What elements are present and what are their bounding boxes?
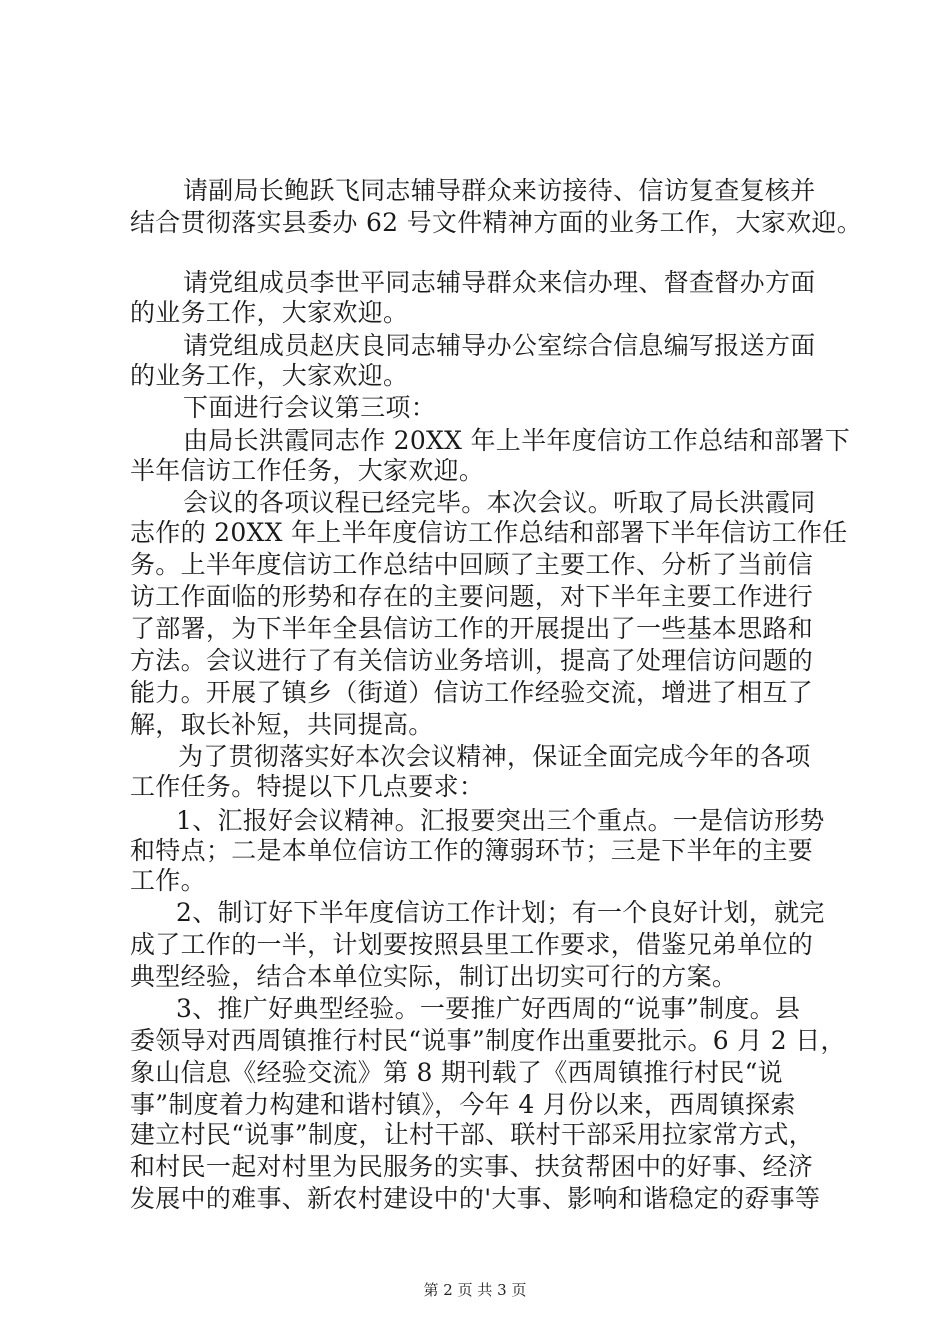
- text-line: 建立村民“说事”制度，让村干部、联村干部采用拉家常方式，: [130, 1120, 814, 1149]
- text-line: 工作任务。特提以下几点要求：: [130, 772, 485, 801]
- text-line: 下面进行会议第三项：: [183, 393, 437, 422]
- text-line: 发展中的难事、新农村建设中的'大事、影响和谐稳定的孬事等: [130, 1184, 821, 1213]
- text-line: 会议的各项议程已经完毕。本次会议。听取了局长洪霞同: [183, 488, 816, 517]
- text-line: 3、推广好典型经验。一要推广好西周的“说事”制度。县: [176, 994, 801, 1023]
- text-line: 访工作面临的形势和存在的主要问题，对下半年主要工作进行: [130, 582, 814, 611]
- text-line: 由局长洪霞同志作 20XX 年上半年度信访工作总结和部署下: [183, 426, 851, 455]
- text-line: 的业务工作，大家欢迎。: [130, 298, 409, 327]
- text-line: 委领导对西周镇推行村民“说事”制度作出重要批示。6 月 2 日，: [130, 1026, 846, 1055]
- text-line: 象山信息《经验交流》第 8 期刊载了《西周镇推行村民“说: [130, 1058, 783, 1087]
- text-line: 2、制订好下半年度信访工作计划；有一个良好计划，就完: [176, 898, 825, 927]
- text-line: 1、汇报好会议精神。汇报要突出三个重点。一是信访形势: [176, 806, 825, 835]
- text-line: 能力。开展了镇乡（街道）信访工作经验交流，增进了相互了: [130, 678, 814, 707]
- text-line: 和村民一起对村里为民服务的实事、扶贫帮困中的好事、经济: [130, 1152, 814, 1181]
- text-line: 和特点；二是本单位信访工作的簿弱环节；三是下半年的主要: [130, 836, 814, 865]
- text-line: 工作。: [130, 866, 206, 895]
- text-line: 结合贯彻落实县委办 62 号文件精神方面的业务工作，大家欢迎。: [130, 208, 863, 237]
- text-line: 请党组成员李世平同志辅导群众来信办理、督查督办方面: [183, 268, 816, 297]
- text-line: 为了贯彻落实好本次会议精神，保证全面完成今年的各项: [178, 742, 811, 771]
- text-line: 请党组成员赵庆良同志辅导办公室综合信息编写报送方面: [183, 331, 816, 360]
- text-line: 解，取长补短，共同提高。: [130, 710, 434, 739]
- text-line: 方法。会议进行了有关信访业务培训，提高了处理信访问题的: [130, 646, 814, 675]
- page-number-footer: 第 2 页 共 3 页: [423, 1281, 527, 1299]
- text-line: 半年信访工作任务，大家欢迎。: [130, 456, 485, 485]
- text-line: 务。上半年度信访工作总结中回顾了主要工作、分析了当前信: [130, 550, 814, 579]
- text-line: 成了工作的一半，计划要按照县里工作要求，借鉴兄弟单位的: [130, 930, 814, 959]
- text-line: 志作的 20XX 年上半年度信访工作总结和部署下半年信访工作任: [130, 518, 848, 547]
- text-line: 请副局长鲍跃飞同志辅导群众来访接待、信访复查复核并: [183, 176, 816, 205]
- text-line: 典型经验，结合本单位实际，制订出切实可行的方案。: [130, 962, 738, 991]
- text-line: 的业务工作，大家欢迎。: [130, 361, 409, 390]
- text-line: 事”制度着力构建和谐村镇》，今年 4 月份以来，西周镇探索: [130, 1090, 796, 1119]
- text-line: 了部署，为下半年全县信访工作的开展提出了一些基本思路和: [130, 614, 814, 643]
